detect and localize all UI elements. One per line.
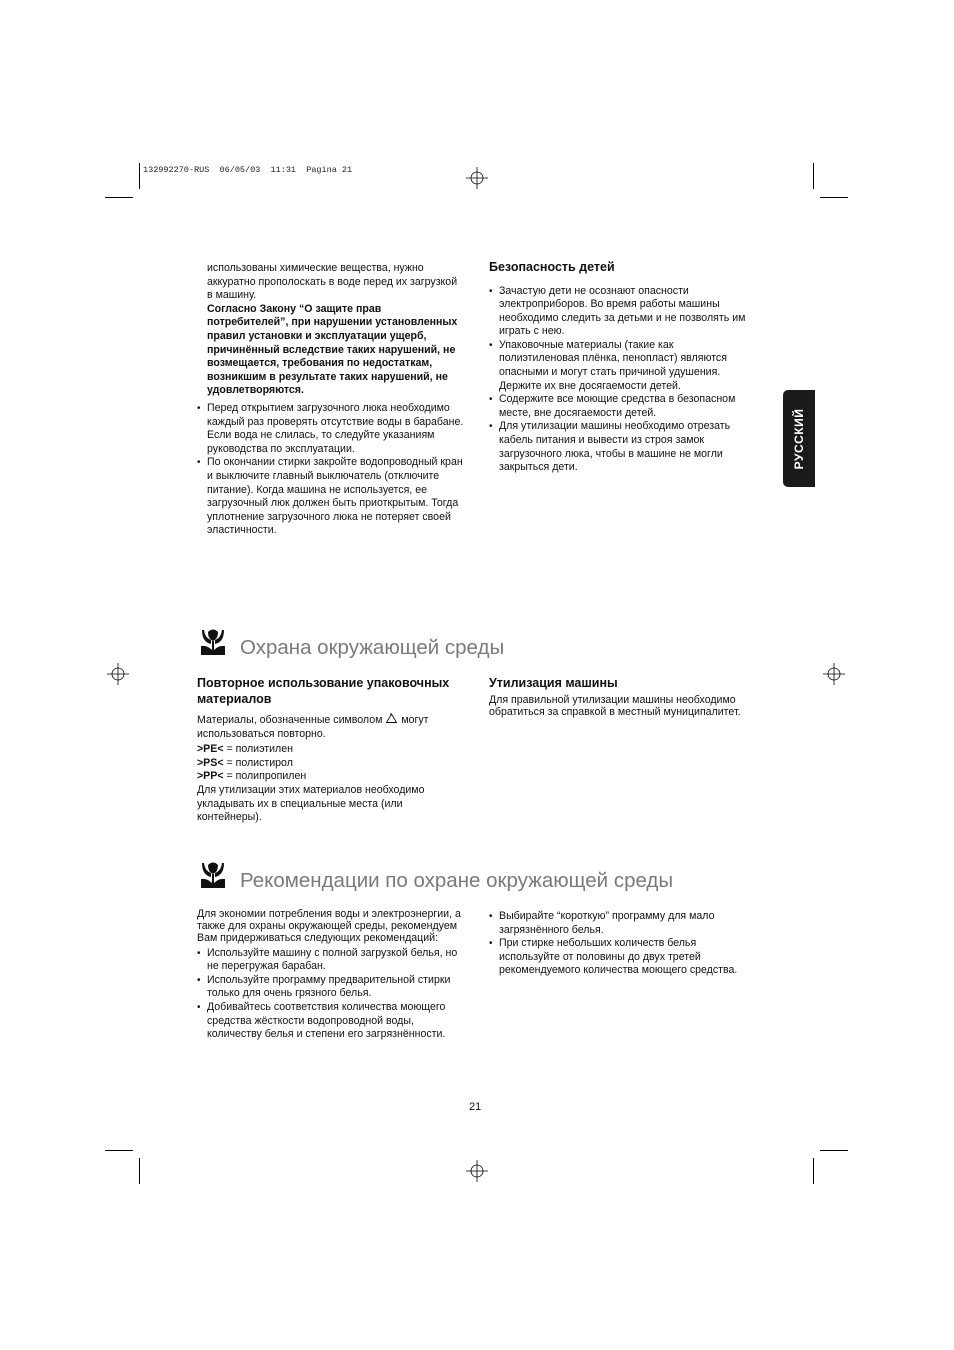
crop-mark <box>820 197 848 198</box>
material-code-row <box>197 743 462 757</box>
page-number: 21 <box>469 1101 482 1113</box>
list-item: • Для утилизации машины необходимо отрезать кабель питания и вывести из строя замок загрузочного люка, чтобы в машине не могли закрыться дети. <box>489 420 754 474</box>
disposal-column <box>489 676 754 719</box>
registration-mark-icon <box>466 167 488 189</box>
material-code-row <box>197 770 462 784</box>
crop-mark <box>813 1158 814 1184</box>
left-top-column <box>207 262 465 538</box>
packaging-intro-before: Материалы, обозначенные символом <box>197 714 383 726</box>
list-item: • Выбирайте “короткую” программу для мало загрязнённого белья. <box>489 910 749 937</box>
recommendations-right-column <box>489 910 749 978</box>
packaging-heading: Повторное использование упаковочных материалов <box>197 676 450 706</box>
recommendations-intro: Для экономии потребления воды и электроэнергии, а также для охраны окружающей среды, рекомендуем Вам придерживаться следующих рекомендаций: <box>197 908 461 945</box>
list-item: • Упаковочные материалы (такие как полиэтиленовая плёнка, пенопласт) являются опасными и могут стать причиной удушения. Держите их вне досягаемости детей. <box>489 339 754 393</box>
crop-mark <box>105 197 133 198</box>
packaging-intro-after: могут использоваться повторно. <box>197 714 429 740</box>
recommendations-left-column <box>197 908 467 1042</box>
leaf-icon <box>199 861 227 889</box>
registration-mark-icon <box>466 1160 488 1182</box>
material-meaning: = полистирол <box>223 756 293 769</box>
intro-paragraph: использованы химические вещества, нужно аккуратно прополоскать в воде перед их загрузкой в машину. <box>207 262 458 302</box>
packaging-outro: Для утилизации этих материалов необходимо укладывать их в специальные места (или контейнеры). <box>197 783 425 824</box>
section-title-recommendations: Рекомендации по охране окружающей среды <box>240 869 674 892</box>
language-tab <box>783 390 815 487</box>
list-item: • Используйте машину с полной загрузкой белья, но не перегружая барабан. <box>197 947 467 974</box>
list-item: • При стирке небольших количеств белья используйте от половины до двух третей рекомендуемого количества моющего средства. <box>489 937 749 978</box>
material-meaning: = полиэтилен <box>223 743 293 756</box>
crop-mark <box>813 163 814 189</box>
crop-mark <box>139 1158 140 1184</box>
list-item: • Зачастую дети не осознают опасности электроприборов. Во время работы машины необходимо следить за детьми и не позволять им играть с нею. <box>489 285 754 339</box>
leaf-icon <box>199 628 227 656</box>
list-item: • Добивайтесь соответствия количества моющего средства жёсткости водопроводной воды, количеству белья и степени его загрязнённости. <box>197 1001 467 1042</box>
list-item: • Используйте программу предварительной стирки только для очень грязного белья. <box>197 974 467 1001</box>
child-safety-heading: Безопасность детей <box>489 260 615 274</box>
list-item: • Содержите все моющие средства в безопасном месте, вне досягаемости детей. <box>489 393 754 420</box>
registration-mark-icon <box>107 663 129 685</box>
material-code: >PS< <box>197 756 224 769</box>
language-tab-label: РУССКИЙ <box>792 408 806 469</box>
material-code: >PP< <box>197 770 224 783</box>
recycle-icon <box>385 713 398 724</box>
packaging-column <box>197 676 462 825</box>
section-title-environment: Охрана окружающей среды <box>240 636 505 659</box>
disposal-heading: Утилизация машины <box>489 676 618 690</box>
packaging-intro <box>197 713 462 741</box>
list-item: • По окончании стирки закройте водопроводный кран и выключите главный выключатель (отключите питание). Когда машина не используется, ее загрузочный люк должен быть приоткрытым. Тогда уплотнение загрузочного люка не потеряет своей эластичности. <box>197 456 465 538</box>
crop-mark <box>105 1150 133 1151</box>
right-top-column <box>489 260 754 475</box>
print-header: 132992270-RUS 06/05/03 11:31 Pagina 21 <box>143 165 353 175</box>
registration-mark-icon <box>823 663 845 685</box>
crop-mark <box>139 163 140 189</box>
material-code: >PE< <box>197 743 224 756</box>
material-code-row <box>197 757 462 771</box>
crop-mark <box>820 1150 848 1151</box>
law-notice: Согласно Закону “О защите прав потребителей”, при нарушении установленных правил установки и эксплуатации ущерб, причинённый вследствие таких нарушений, не возмещается, требования по недостаткам, возникшим в результате таких нарушений, не удовлетворяются. <box>207 302 458 397</box>
list-item: • Перед открытием загрузочного люка необходимо каждый раз проверять отсутствие воды в барабане. Если вода не слилась, то следуйте указаниям руководства по эксплуатации. <box>197 402 465 456</box>
material-meaning: = полипропилен <box>223 770 307 783</box>
disposal-text: Для правильной утилизации машины необходимо обратиться за справкой в местный муниципалитет. <box>489 693 741 718</box>
